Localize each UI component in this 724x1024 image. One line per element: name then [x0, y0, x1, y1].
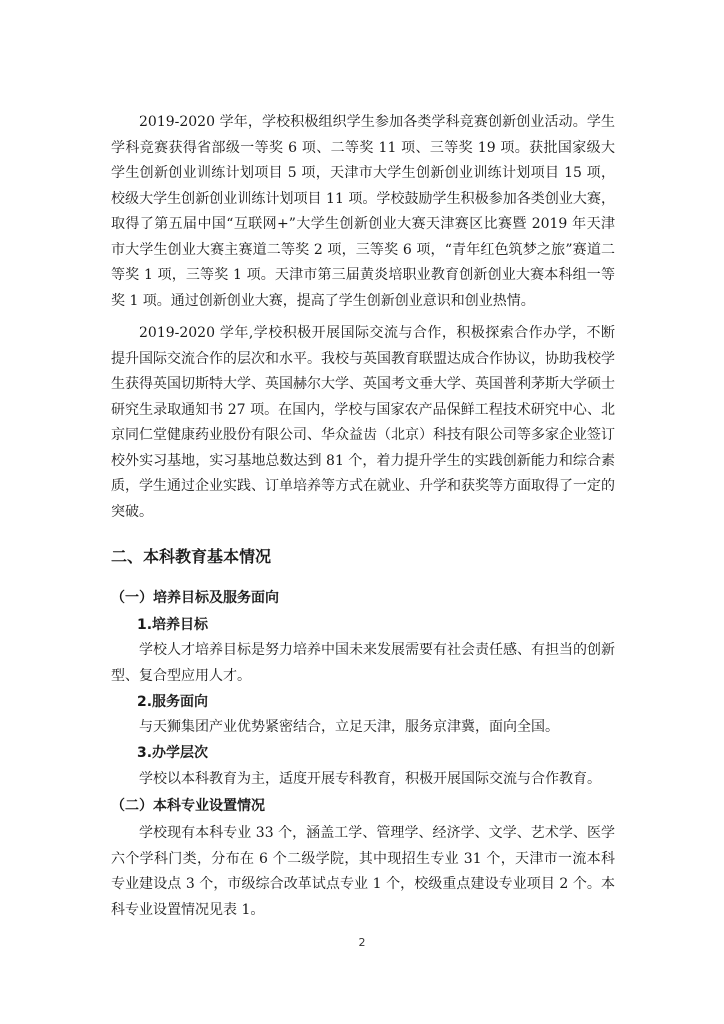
paragraph-majors-setup: 学校现有本科专业 33 个，涵盖工学、管理学、经济学、文学、艺术学、医学六个学科门类，分布在 6 个二级学院，其中现招生专业 31 个，天津市一流本科专业建设点 3 个，市级综合改革试点专业 1 个，校级重点建设专业项目 2 个。本科专业设置情况见表 1。: [111, 825, 615, 918]
paragraph-international-cooperation: 2019-2020 学年,学校积极开展国际交流与合作，积极探索合作办学，不断提升国际交流合作的层次和水平。我校与英国教育联盟达成合作协议，协助我校学生获得英国切斯特大学、英国赫尔大学、英国考文垂大学、英国普利茅斯大学硕士研究生录取通知书 27 项。在国内，学校与国家农产品保鲜工程技术研究中心、北京同仁堂健康药业股份有限公司、华众益齿（北京）科技有限公司等多家企业签订校外实习基地，实习基地总数达到 81 个，着力提升学生的实践创新能力和综合素质，学生通过企业实践、订单培养等方式在就业、升学和获奖等方面取得了一定的突破。: [111, 325, 615, 520]
subheading-majors-setup: （二）本科专业设置情况: [111, 798, 265, 814]
paragraph-training-goal: 学校人才培养目标是努力培养中国未来发展需要有社会责任感、有担当的创新型、复合型应用人才。: [111, 642, 615, 684]
section-heading-undergraduate-education: 二、本科教育基本情况: [111, 547, 272, 566]
item-heading-service-orientation: 2.服务面向: [137, 694, 209, 710]
item-heading-education-level: 3.办学层次: [137, 745, 209, 761]
paragraph-service-orientation: 与天狮集团产业优势紧密结合，立足天津，服务京津冀，面向全国。: [139, 719, 559, 735]
item-heading-training-goal: 1.培养目标: [137, 617, 209, 633]
paragraph-competitions: 2019-2020 学年，学校积极组织学生参加各类学科竞赛创新创业活动。学生学科竞赛获得省部级一等奖 6 项、二等奖 11 项、三等奖 19 项。获批国家级大学生创新创业训练计划项目 5 项，天津市大学生创新创业训练计划项目 15 项，校级大学生创新创业训练计划项目 11 项。学校鼓励学生积极参加各类创业大赛，取得了第五届中国“互联网+”大学生创新创业大赛天津赛区比赛暨 2019 年天津市大学生创业大赛主赛道二等奖 2 项，三等奖 6 项，“青年红色筑梦之旅”赛道二等奖 1 项，三等奖 1 项。天津市第三届黄炎培职业教育创新创业大赛本科组一等奖 1 项。通过创新创业大赛，提高了学生创新创业意识和创业热情。: [111, 114, 615, 309]
paragraph-education-level: 学校以本科教育为主，适度开展专科教育，积极开展国际交流与合作教育。: [139, 771, 601, 787]
page-number: 2: [358, 936, 366, 949]
subheading-training-goals: （一）培养目标及服务面向: [111, 590, 279, 606]
